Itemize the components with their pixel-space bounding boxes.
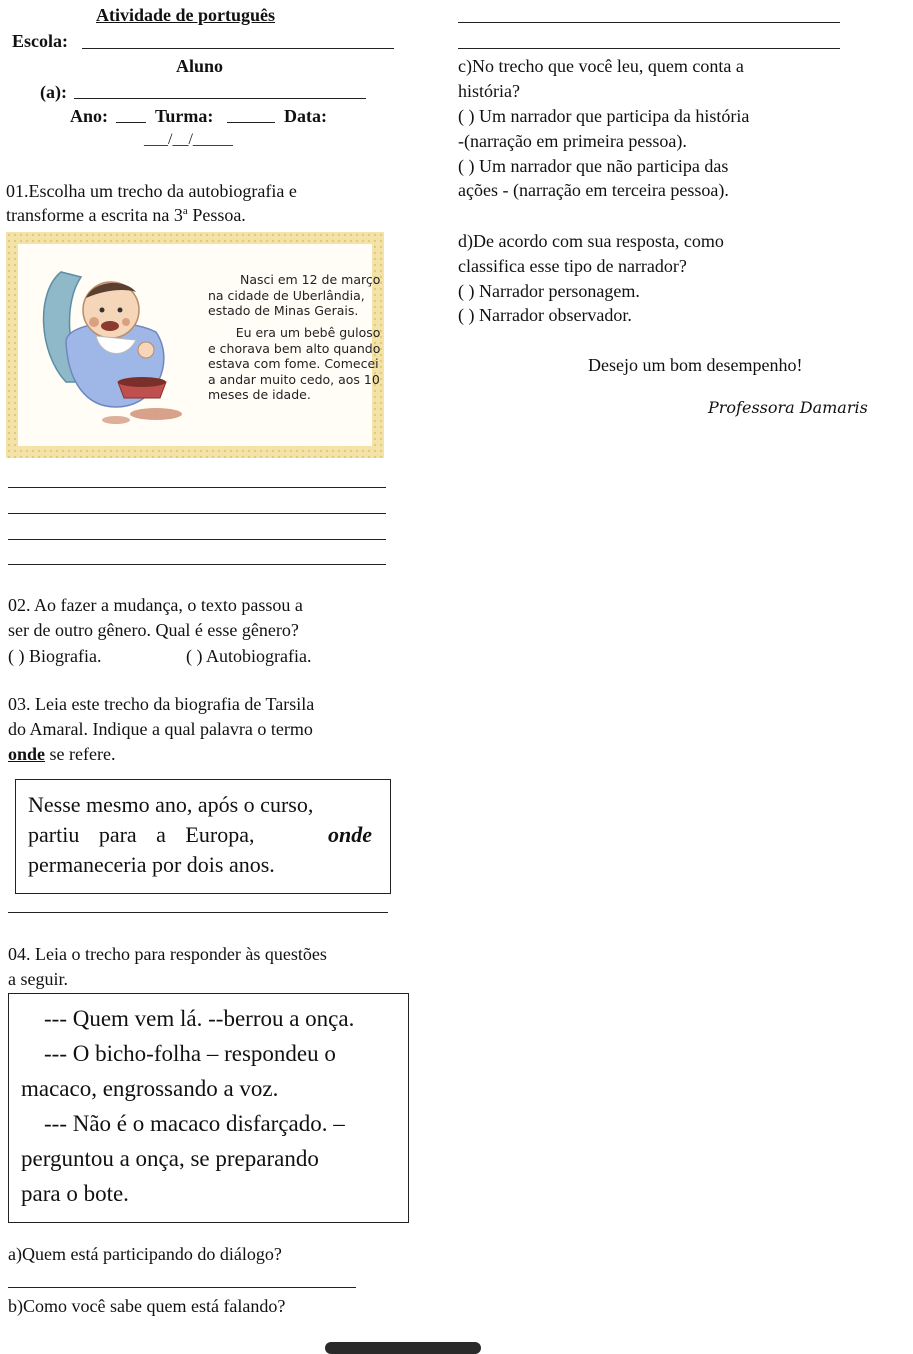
- caption-line: e chorava bem alto quando: [208, 340, 381, 356]
- q1-answer-line[interactable]: [8, 564, 386, 565]
- q1-line2-end: Pessoa.: [192, 205, 246, 225]
- right-header-line[interactable]: [458, 22, 840, 23]
- q4-line1: 04. Leia o trecho para responder às questões: [8, 944, 327, 964]
- q3-line1: 03. Leia este trecho da biografia de Tarsila: [8, 694, 315, 714]
- q1-line1: 01.Escolha um trecho da autobiografia e: [6, 181, 297, 201]
- q4-dialogue-line: para o bote.: [21, 1181, 129, 1206]
- qd-line1: d)De acordo com sua resposta, como: [458, 231, 724, 251]
- q3-excerpt-line: permaneceria por dois anos.: [28, 852, 275, 877]
- q2-option-autobiografia[interactable]: ( ) Autobiografia.: [186, 646, 312, 666]
- q1-line2-text: transforme a escrita na: [6, 205, 170, 225]
- qc-option-third-person[interactable]: ( ) Um narrador que não participa das: [458, 156, 729, 176]
- q4b-question: b)Como você sabe quem está falando?: [8, 1296, 286, 1316]
- student-label: Aluno: [176, 56, 224, 76]
- autobiography-illustration: [6, 232, 384, 458]
- school-blank-line[interactable]: [82, 48, 394, 49]
- q3-line3-text: se refere.: [49, 744, 116, 764]
- q4-line2: a seguir.: [8, 969, 68, 989]
- q4a-answer-line[interactable]: [8, 1287, 356, 1288]
- q4-dialogue-line: perguntou a onça, se preparando: [21, 1146, 319, 1171]
- school-label: Escola:: [12, 31, 68, 51]
- qc-option-third-person-note: ações - (narração em terceira pessoa).: [458, 180, 729, 200]
- qd-option-observer[interactable]: ( ) Narrador observador.: [458, 305, 632, 325]
- qc-option-first-person-note: -(narração em primeira pessoa).: [458, 131, 687, 151]
- q4-dialogue-line: --- O bicho-folha – respondeu o: [44, 1041, 336, 1066]
- q1-line2: [6, 205, 246, 226]
- class-label: Turma:: [155, 106, 214, 126]
- caption-line: na cidade de Uberlândia,: [208, 287, 365, 303]
- q4-dialogue-line: --- Não é o macaco disfarçado. –: [44, 1111, 345, 1136]
- illustration-caption: [208, 272, 380, 403]
- q2-line1: 02. Ao fazer a mudança, o texto passou a: [8, 595, 303, 615]
- class-blank-line[interactable]: [227, 122, 275, 123]
- caption-line: estava com fome. Comecei: [208, 356, 379, 372]
- q4-dialogue-line: macaco, engrossando a voz.: [21, 1076, 279, 1101]
- closing-message: Desejo um bom desempenho!: [588, 355, 803, 375]
- q1-person-superscript: a: [182, 205, 188, 217]
- q2-option-biografia[interactable]: ( ) Biografia.: [8, 646, 102, 666]
- caption-line: Eu era um bebê guloso: [235, 324, 381, 340]
- year-blank-line[interactable]: [116, 122, 146, 123]
- q3-line2: do Amaral. Indique a qual palavra o termo: [8, 719, 313, 739]
- q3-excerpt-onde: onde: [328, 822, 372, 847]
- q4-dialogue-box: [8, 993, 409, 1223]
- q3-excerpt-box: [15, 779, 391, 894]
- qc-option-first-person[interactable]: ( ) Um narrador que participa da história: [458, 106, 750, 126]
- qd-line2: classifica esse tipo de narrador?: [458, 256, 687, 276]
- student-blank-line[interactable]: [74, 98, 366, 99]
- q4-dialogue-line: --- Quem vem lá. --berrou a onça.: [44, 1006, 355, 1031]
- q1-person-number: 3: [173, 205, 183, 225]
- caption-line: a andar muito cedo, aos 10: [208, 371, 380, 387]
- q3-term-onde: onde: [8, 744, 46, 764]
- qc-line1: c)No trecho que você leu, quem conta a: [458, 56, 744, 76]
- caption-line: estado de Minas Gerais.: [208, 303, 359, 319]
- qc-line2: história?: [458, 81, 520, 101]
- year-label: Ano:: [70, 106, 109, 126]
- scrollbar-thumb[interactable]: [325, 1342, 481, 1354]
- worksheet-title: Atividade de português: [96, 5, 276, 25]
- right-header-line[interactable]: [458, 48, 840, 49]
- q3-excerpt-line: Nesse mesmo ano, após o curso,: [28, 792, 314, 817]
- date-label: Data:: [284, 106, 327, 126]
- caption-line: Nasci em 12 de março: [240, 272, 381, 287]
- caption-line: meses de idade.: [208, 387, 311, 403]
- q1-answer-line[interactable]: [8, 513, 386, 514]
- q4a-question: a)Quem está participando do diálogo?: [8, 1244, 282, 1264]
- q3-line3: [8, 744, 115, 765]
- q1-answer-line[interactable]: [8, 539, 386, 540]
- q1-answer-line[interactable]: [8, 487, 386, 488]
- q3-excerpt-text: partiu para a Europa,: [28, 822, 255, 847]
- teacher-signature: Professora Damaris: [708, 398, 868, 417]
- q2-line2: ser de outro gênero. Qual é esse gênero?: [8, 620, 299, 640]
- student-label-suffix: (a):: [40, 82, 67, 102]
- q3-answer-line[interactable]: [8, 912, 388, 913]
- date-blank[interactable]: ___/__/_____: [144, 131, 233, 148]
- qd-option-character[interactable]: ( ) Narrador personagem.: [458, 281, 640, 301]
- q3-excerpt-line: [28, 822, 372, 847]
